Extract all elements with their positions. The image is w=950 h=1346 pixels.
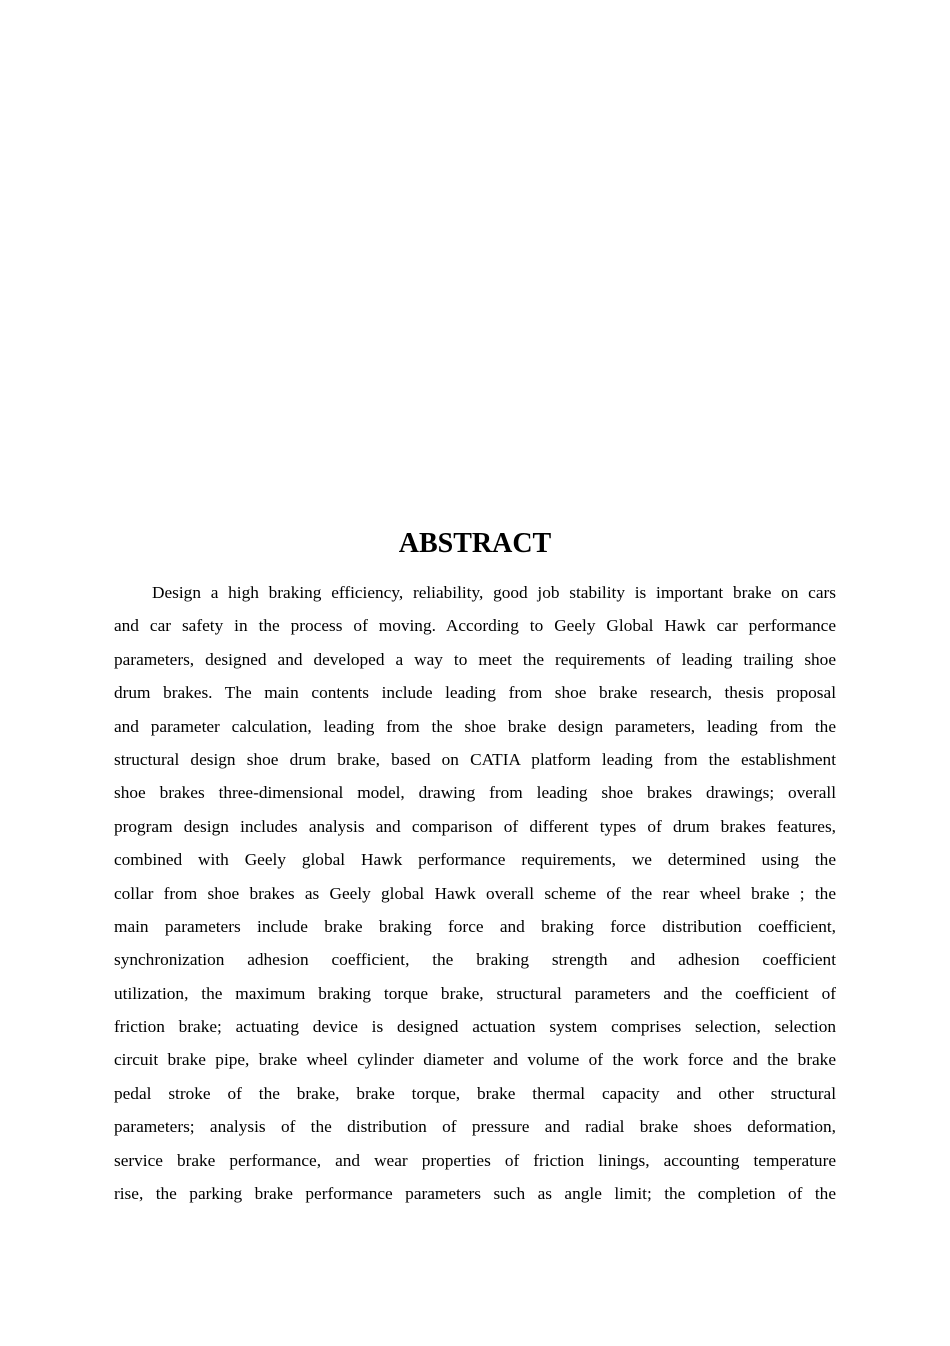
paragraph-line: parameters, designed and developed a way to meet the requirements of leading trailing shoe: [114, 649, 836, 669]
paragraph-line: and parameter calculation, leading from the shoe brake design parameters, leading from the: [114, 716, 836, 736]
abstract-paragraph: [114, 576, 836, 1210]
paragraph-line: rise, the parking brake performance parameters such as angle limit; the completion of the: [114, 1184, 836, 1204]
paragraph-line: combined with Geely global Hawk performance requirements, we determined using the: [114, 850, 836, 870]
paragraph-line: pedal stroke of the brake, brake torque, brake thermal capacity and other structural: [114, 1083, 836, 1103]
paragraph-line: drum brakes. The main contents include leading from shoe brake research, thesis proposal: [114, 683, 836, 703]
paragraph-line: synchronization adhesion coefficient, the braking strength and adhesion coefficient: [114, 950, 836, 970]
paragraph-line: parameters; analysis of the distribution of pressure and radial brake shoes deformation,: [114, 1117, 836, 1137]
paragraph-line: service brake performance, and wear properties of friction linings, accounting temperature: [114, 1150, 836, 1170]
paragraph-line: structural design shoe drum brake, based on CATIA platform leading from the establishment: [114, 749, 836, 769]
paragraph-line: utilization, the maximum braking torque brake, structural parameters and the coefficient of: [114, 983, 836, 1003]
paragraph-line: circuit brake pipe, brake wheel cylinder diameter and volume of the work force and the brake: [114, 1050, 836, 1070]
abstract-title: ABSTRACT: [398, 528, 552, 559]
paragraph-line: Design a high braking efficiency, reliability, good job stability is important brake on cars: [152, 583, 836, 602]
paragraph-line: collar from shoe brakes as Geely global Hawk overall scheme of the rear wheel brake ; the: [114, 883, 836, 903]
paragraph-line: program design includes analysis and comparison of different types of drum brakes features,: [114, 816, 836, 836]
paragraph-line: and car safety in the process of moving. According to Geely Global Hawk car performance: [114, 616, 836, 636]
paragraph-line: shoe brakes three-dimensional model, drawing from leading shoe brakes drawings; overall: [114, 783, 836, 803]
paragraph-line: main parameters include brake braking force and braking force distribution coefficient,: [114, 916, 836, 936]
paragraph-line: friction brake; actuating device is designed actuation system comprises selection, selection: [114, 1017, 836, 1037]
